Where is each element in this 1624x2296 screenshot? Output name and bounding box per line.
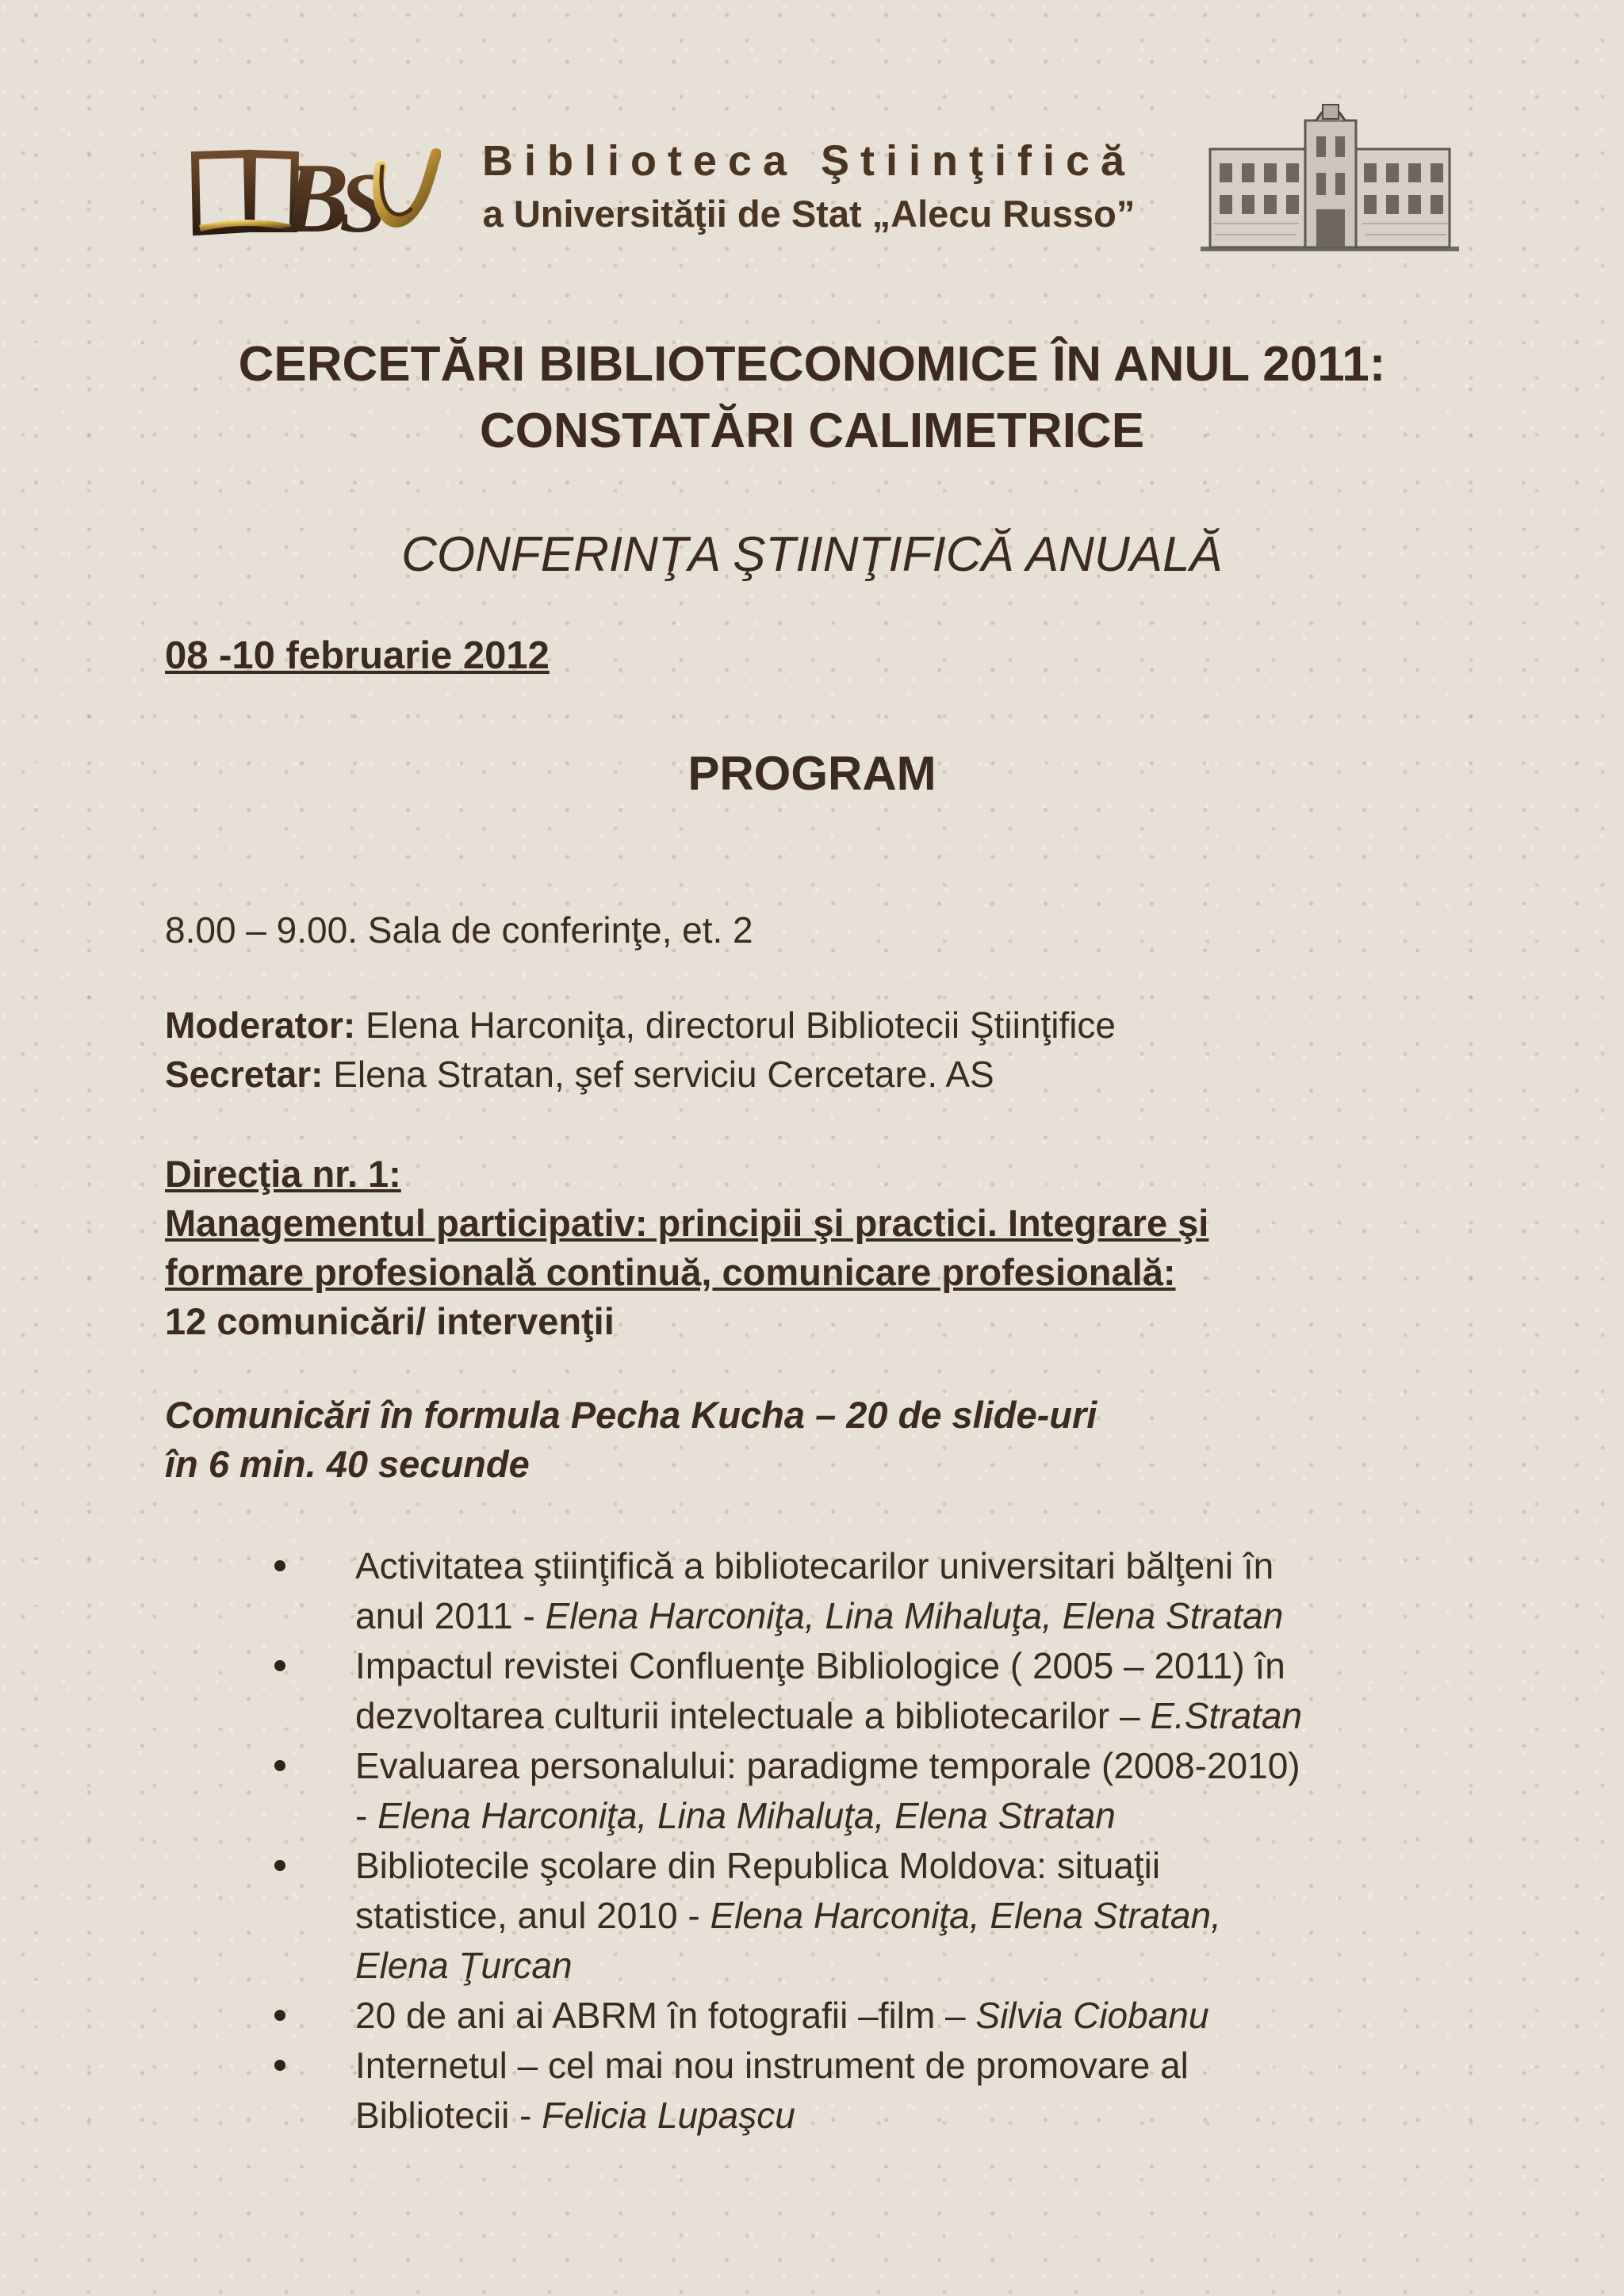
communication-title-line-1: Bibliotecile şcolare din Republica Moldova: situaţii: [355, 1845, 1161, 1886]
communication-authors: Felicia Lupaşcu: [542, 2095, 795, 2136]
direction-number: Direcţia nr. 1:: [165, 1153, 401, 1195]
secretary-value: Elena Stratan, şef serviciu Cercetare. AS: [323, 1054, 994, 1095]
communication-authors: Silvia Ciobanu: [975, 1995, 1209, 2036]
time-and-place: 8.00 – 9.00. Sala de conferinţe, et. 2: [165, 909, 753, 951]
communication-authors-line-2: Elena Ţurcan: [355, 1945, 573, 1986]
direction-block: [165, 1150, 1465, 1346]
communication-title-line-2: dezvoltarea culturii intelectuale a bibliotecarilor –: [355, 1695, 1151, 1736]
pecha-kucha-format: [165, 1391, 1465, 1489]
session-roles: [165, 1001, 1465, 1099]
library-name-line-2: a Universităţii de Stat „Alecu Russo”: [482, 193, 1136, 235]
communication-authors: Elena Harconiţa, Elena Stratan,: [710, 1895, 1221, 1936]
communication-title-line-1: Evaluarea personalului: paradigme temporale (2008-2010): [355, 1745, 1300, 1786]
communication-title: 20 de ani ai ABRM în fotografii –film –: [355, 1995, 976, 2036]
svg-text:S: S: [339, 156, 388, 251]
direction-title-line-2: formare profesională continuă, comunicare profesională:: [165, 1251, 1176, 1293]
communication-authors: Elena Harconiţa, Lina Mihaluţa, Elena Stratan: [377, 1795, 1116, 1836]
document-title-line-1: CERCETĂRI BIBLIOTECONOMICE ÎN ANUL 2011:: [238, 337, 1386, 392]
bullet-icon: [274, 2060, 285, 2071]
bullet-icon: [274, 1760, 285, 1771]
conference-date: 08 -10 februarie 2012: [165, 634, 550, 677]
communication-title-line-1: Impactul revistei Confluenţe Bibliologice ( 2005 – 2011) în: [355, 1645, 1285, 1686]
direction-count: 12 comunicări/ intervenţii: [165, 1300, 615, 1342]
communication-item: [270, 1841, 1507, 1991]
svg-text:B: B: [282, 144, 350, 251]
document-title: [0, 331, 1624, 465]
communication-authors: Elena Harconiţa, Lina Mihaluţa, Elena Stratan: [545, 1595, 1284, 1636]
secretary-label: Secretar:: [165, 1054, 324, 1095]
program-heading: PROGRAM: [688, 747, 936, 800]
bullet-icon: [274, 1660, 285, 1671]
communication-item: [270, 2041, 1507, 2141]
secretary-line: [165, 1050, 1465, 1099]
communications-list: [270, 1541, 1507, 2141]
bullet-icon: [274, 1560, 285, 1571]
communication-item: [270, 1741, 1507, 1841]
communication-title-line-1: Internetul – cel mai nou instrument de promovare al: [355, 2045, 1189, 2086]
library-name-line-1: Biblioteca Ştiinţifică: [481, 137, 1136, 185]
moderator-value: Elena Harconiţa, directorul Bibliotecii Ştiinţifice: [355, 1004, 1116, 1046]
pecha-kucha-line-2: în 6 min. 40 secunde: [165, 1443, 530, 1485]
communication-title-line-2: -: [355, 1795, 378, 1836]
communication-item: [270, 1991, 1507, 2041]
pecha-kucha-line-1: Comunicări în formula Pecha Kucha – 20 de slide-uri: [165, 1394, 1097, 1436]
direction-title-line-1: Managementul participativ: principii şi practici. Integrare şi: [165, 1202, 1209, 1244]
library-name: [444, 133, 1174, 239]
communication-title-line-2: anul 2011 -: [355, 1595, 546, 1636]
header: [0, 0, 1624, 285]
communication-title-line-2: statistice, anul 2010 -: [355, 1895, 710, 1936]
bullet-icon: [274, 2010, 285, 2021]
library-logo: [189, 140, 441, 251]
communication-title-line-2: Bibliotecii -: [355, 2095, 542, 2136]
conference-subtitle: CONFERINŢA ŞTIINŢIFICĂ ANUALĂ: [401, 527, 1223, 582]
moderator-line: [165, 1001, 1465, 1050]
moderator-label: Moderator:: [165, 1004, 356, 1046]
document-title-line-2: CONSTATĂRI CALIMETRICE: [479, 404, 1145, 458]
communication-authors: E.Stratan: [1150, 1695, 1303, 1736]
communication-item: [270, 1541, 1507, 1641]
communication-item: [270, 1641, 1507, 1741]
bullet-icon: [274, 1860, 285, 1871]
communication-title-line-1: Activitatea ştiinţifică a bibliotecarilor universitari bălţeni în: [355, 1545, 1274, 1586]
university-building-image: [1201, 98, 1459, 260]
